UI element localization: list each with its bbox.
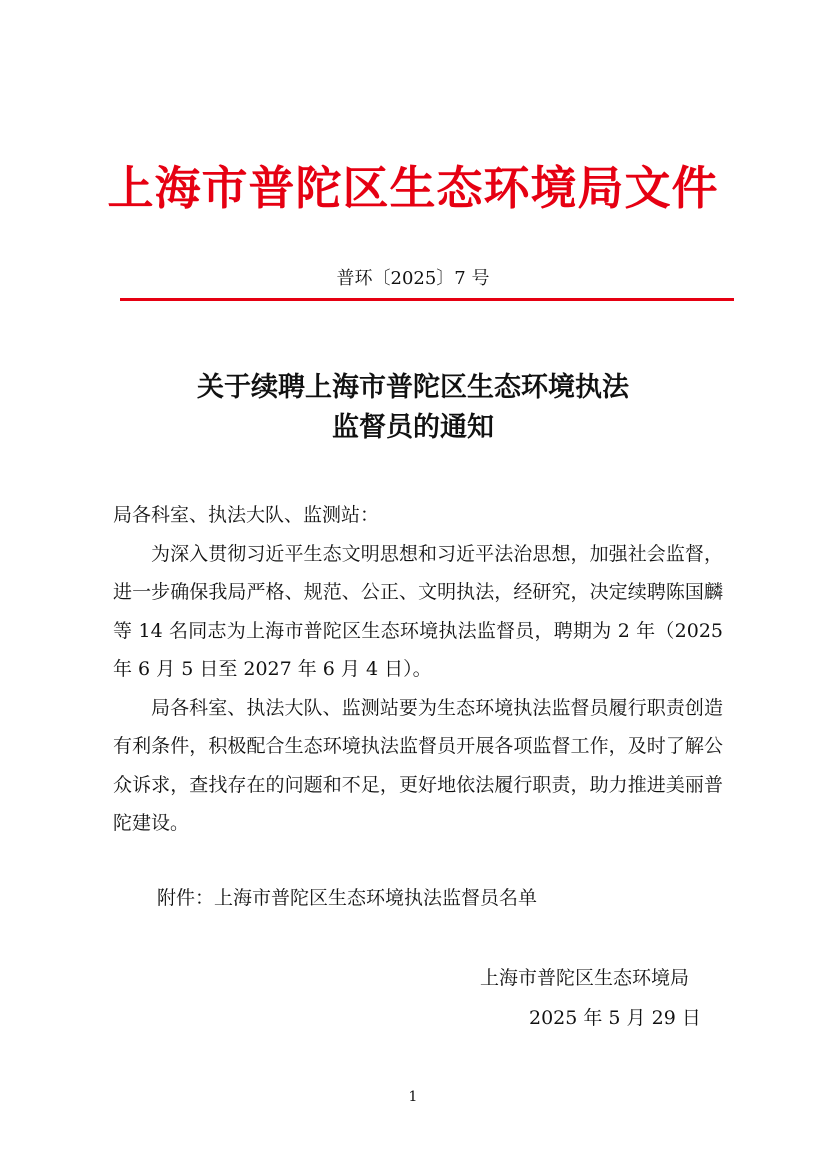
signature-date: 2025 年 5 月 29 日	[529, 1007, 701, 1029]
notice-body	[113, 496, 723, 843]
body-paragraph-1: 为深入贯彻习近平生态文明思想和习近平法治思想，加强社会监督，进一步确保我局严格、规范、公正、文明执法，经研究，决定续聘陈国麟等 14 名同志为上海市普陀区生态环境执法监督员，聘期为 2 年（2025 年 6 月 5 日至 2027 年 6 月 4 日）。	[113, 542, 723, 680]
issuer-masthead: 上海市普陀区生态环境局文件	[107, 161, 719, 215]
page-number: 1	[408, 1089, 418, 1105]
notice-title-line-2: 监督员的通知	[332, 412, 494, 443]
salutation: 局各科室、执法大队、监测站：	[113, 504, 380, 526]
signature-organization: 上海市普陀区生态环境局	[480, 967, 690, 989]
notice-title	[0, 368, 826, 448]
document-number: 普环〔2025〕7 号	[336, 268, 490, 289]
attachment-line: 附件：上海市普陀区生态环境执法监督员名单	[157, 887, 538, 909]
notice-title-line-1: 关于续聘上海市普陀区生态环境执法	[197, 372, 629, 403]
red-divider	[120, 298, 734, 301]
body-paragraph-2: 局各科室、执法大队、监测站要为生态环境执法监督员履行职责创造有利条件，积极配合生态环境执法监督员开展各项监督工作，及时了解公众诉求，查找存在的问题和不足，更好地依法履行职责，助力推进美丽普陀建设。	[113, 696, 723, 834]
